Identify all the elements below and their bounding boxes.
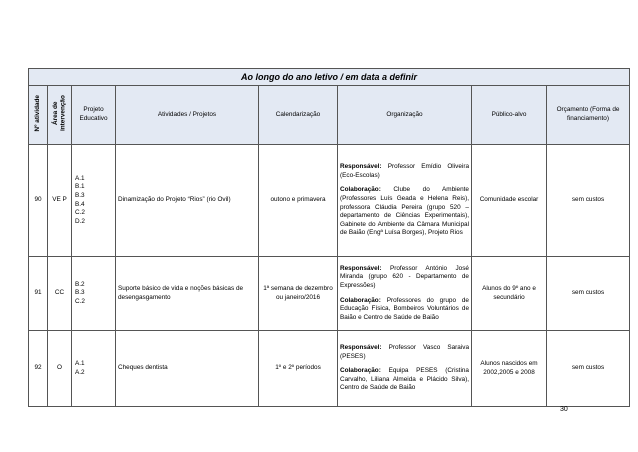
- row-audience: Alunos do 9º ano e secundário: [472, 257, 547, 331]
- row-organization: Responsável: Professor Emídio Oliveira (Eco-Escolas) Colaboração: Clube do Ambiente (Professores Luís Geada e Helena Reis), professora Cláudia Pereira (grupo 520 – departamento de Ciências Experimentais), Gabinete do Ambiente da Câmara Municipal de Baião (Engª Luísa Borges), Projeto Rios: [338, 145, 472, 257]
- table-row: [29, 257, 630, 331]
- header-row: [29, 86, 630, 145]
- row-codes: A.1 A.2: [72, 331, 116, 407]
- row-calendar: 1ª semana de dezembro ou janeiro/2016: [259, 257, 338, 331]
- header-atividades: Atividades / Projetos: [116, 86, 259, 145]
- row-num: 91: [29, 257, 48, 331]
- row-budget: sem custos: [547, 331, 630, 407]
- row-audience: Comunidade escolar: [472, 145, 547, 257]
- table-row: [29, 145, 630, 257]
- row-area: VE P: [48, 145, 72, 257]
- table-title: Ao longo do ano letivo / em data a definir: [29, 69, 630, 86]
- row-activity: Suporte básico de vida e noções básicas de desengasgamento: [116, 257, 259, 331]
- row-organization: Responsável: Professor Vasco Saraiva (PESES) Colaboração: Equipa PESES (Cristina Carvalho, Liliana Almeida e Plácido Silva), Centro de Saúde de Baião: [338, 331, 472, 407]
- row-area: O: [48, 331, 72, 407]
- header-projeto: Projeto Educativo: [72, 86, 116, 145]
- row-organization: Responsável: Professor António José Miranda (grupo 620 - Departamento de Expressões) Colaboração: Professores do grupo de Educação Física, Bombeiros Voluntários de Baião e Centro de Saúde de Baião: [338, 257, 472, 331]
- row-calendar: 1º e 2º períodos: [259, 331, 338, 407]
- row-codes: A.1 B.1 B.3 B.4 C.2 D.2: [72, 145, 116, 257]
- row-activity: Dinamização do Projeto “Rios” (rio Ovil): [116, 145, 259, 257]
- page-number: 30: [560, 406, 568, 413]
- table-title-row: [29, 69, 630, 86]
- header-num: Nº atividade: [29, 86, 48, 145]
- activities-table: [28, 68, 630, 407]
- table-row: [29, 331, 630, 407]
- row-budget: sem custos: [547, 257, 630, 331]
- row-area: CC: [48, 257, 72, 331]
- row-audience: Alunos nascidos em 2002,2005 e 2008: [472, 331, 547, 407]
- row-num: 92: [29, 331, 48, 407]
- header-orcamento: Orçamento (Forma de financiamento): [547, 86, 630, 145]
- row-calendar: outono e primavera: [259, 145, 338, 257]
- header-area: Área de intervenção: [48, 86, 72, 145]
- header-calendarizacao: Calendarização: [259, 86, 338, 145]
- row-num: 90: [29, 145, 48, 257]
- header-organizacao: Organização: [338, 86, 472, 145]
- row-budget: sem custos: [547, 145, 630, 257]
- header-publico: Público-alvo: [472, 86, 547, 145]
- row-activity: Cheques dentista: [116, 331, 259, 407]
- row-codes: B.2 B.3 C.2: [72, 257, 116, 331]
